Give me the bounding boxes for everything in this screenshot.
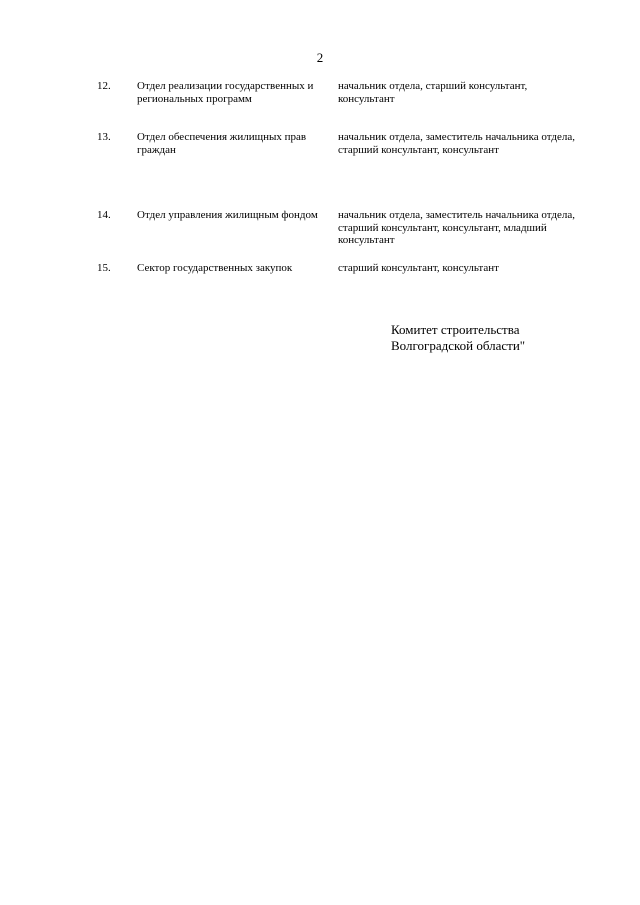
- row-number: 12.: [97, 80, 111, 92]
- department-name: Отдел реализации государственных и региональных программ: [137, 80, 314, 105]
- position-list: старший консультант, консультант: [338, 262, 499, 274]
- page-number: 2: [316, 50, 324, 65]
- row-number: 15.: [97, 262, 111, 274]
- signature-line-2: Волгоградской области": [391, 338, 526, 353]
- department-name: Отдел обеспечения жилищных прав граждан: [137, 131, 307, 156]
- position-list: начальник отдела, заместитель начальника отдела, старший консультант, консультант, младший консультант: [338, 209, 575, 246]
- position-list: начальник отдела, заместитель начальника отдела, старший консультант, консультант: [338, 131, 575, 156]
- signature-block: [391, 322, 611, 354]
- position-list: начальник отдела, старший консультант, консультант: [338, 80, 528, 105]
- row-number: 14.: [97, 209, 111, 221]
- department-name: Отдел управления жилищным фондом: [137, 209, 318, 221]
- row-number: 13.: [97, 131, 111, 143]
- department-name: Сектор государственных закупок: [137, 262, 293, 274]
- signature-line-1: Комитет строительства: [391, 322, 520, 337]
